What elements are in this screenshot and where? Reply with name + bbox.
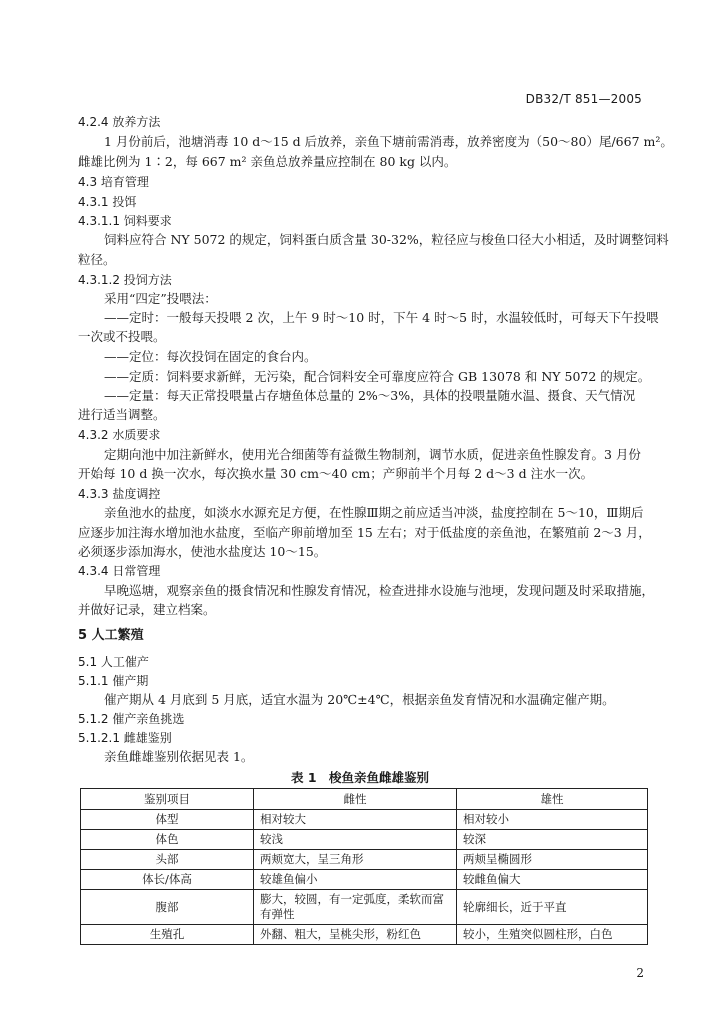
header-cell: 雄性 — [457, 789, 648, 810]
table-cell: 体型 — [81, 810, 254, 830]
table-cell: 较小，生殖突似圆柱形，白色 — [457, 925, 648, 945]
section-4-3-2-heading: 4.3.2 水质要求 — [78, 428, 161, 442]
table-header-row — [81, 789, 648, 810]
table-cell: 较深 — [457, 830, 648, 850]
paragraph-line: 饲料应符合 NY 5072 的规定，饲料蛋白质含量 30-32%，粒径应与梭鱼口径大小相适，及时调整饲料 — [104, 232, 669, 247]
table-caption: 表 1 梭鱼亲鱼雌雄鉴别 — [290, 770, 430, 785]
section-5-1-2-1-heading: 5.1.2.1 雌雄鉴别 — [78, 731, 172, 745]
paragraph-line: 雌雄比例为 1∶2，每 667 m² 亲鱼总放养量应控制在 80 kg 以内。 — [78, 154, 457, 169]
section-5-1-2-heading: 5.1.2 催产亲鱼挑选 — [78, 712, 185, 726]
table-cell: 两颊宽大，呈三角形 — [254, 850, 457, 870]
table-row — [81, 870, 648, 890]
section-4-3-3-heading: 4.3.3 盐度调控 — [78, 487, 161, 501]
paragraph-line: 开始每 10 d 换一次水，每次换水量 30 cm～40 cm；产卵前半个月每 2 d～3 d 注水一次。 — [78, 466, 594, 481]
table-cell: 两颊呈椭圆形 — [457, 850, 648, 870]
paragraph-line: 采用“四定”投喂法： — [104, 291, 217, 306]
table-cell: 生殖孔 — [81, 925, 254, 945]
table-cell: 相对较大 — [254, 810, 457, 830]
paragraph-line: 1 月份前后，池塘消毒 10 d～15 d 后放养，亲鱼下塘前需消毒，放养密度为（50～80）尾/667 m²。 — [104, 134, 673, 149]
paragraph-line: 粒径。 — [78, 252, 116, 267]
paragraph-line: 亲鱼池水的盐度，如淡水水源充足方便，在性腺Ⅲ期之前应适当冲淡，盐度控制在 5～10，Ⅲ期后 — [104, 505, 644, 520]
paragraph-line: 早晚巡塘，观察亲鱼的摄食情况和性腺发育情况，检查进排水设施与池埂，发现问题及时采取措施， — [104, 583, 655, 598]
section-5-1-heading: 5.1 人工催产 — [78, 655, 149, 669]
header-cell: 雌性 — [254, 789, 457, 810]
table-cell: 头部 — [81, 850, 254, 870]
table-cell: 体长/体高 — [81, 870, 254, 890]
paragraph-line: 进行适当调整。 — [78, 407, 166, 422]
paragraph-line: ——定时：一般每天投喂 2 次，上午 9 时～10 时，下午 4 时～5 时，水温较低时，可每天下午投喂 — [104, 310, 659, 325]
paragraph-line: ——定质：饲料要求新鲜，无污染，配合饲料安全可靠度应符合 GB 13078 和 NY 5072 的规定。 — [104, 369, 651, 384]
paragraph-line: 应逐步加注海水增加池水盐度，至临产卵前增加至 15 左右；对于低盐度的亲鱼池，在繁殖前 2～3 月， — [78, 525, 651, 540]
section-4-3-1-heading: 4.3.1 投饵 — [78, 195, 137, 209]
paragraph-line: ——定量：每天正常投喂量占存塘鱼体总量的 2%～3%，具体的投喂量随水温、摄食、天气情况 — [104, 388, 636, 403]
table-cell: 较雄鱼偏小 — [254, 870, 457, 890]
paragraph-line: 必须逐步添加海水，使池水盐度达 10～15。 — [78, 544, 327, 559]
paragraph-line: 亲鱼雌雄鉴别依据见表 1。 — [104, 749, 254, 764]
table-row — [81, 925, 648, 945]
table-row — [81, 830, 648, 850]
paragraph-line: 一次或不投喂。 — [78, 329, 166, 344]
table-cell: 体色 — [81, 830, 254, 850]
table-cell: 外翻、粗大，呈桃尖形，粉红色 — [254, 925, 457, 945]
standard-code: DB32/T 851—2005 — [525, 92, 642, 106]
section-5-1-1-heading: 5.1.1 催产期 — [78, 674, 149, 688]
section-4-3-1-1-heading: 4.3.1.1 饲料要求 — [78, 214, 172, 228]
table-cell: 轮廓细长，近于平直 — [457, 890, 648, 925]
header-cell: 鉴别项目 — [81, 789, 254, 810]
table-cell: 膨大，较圆，有一定弧度，柔软而富有弹性 — [254, 890, 457, 925]
paragraph-line: 定期向池中加注新鲜水，使用光合细菌等有益微生物制剂，调节水质，促进亲鱼性腺发育。3 月份 — [104, 447, 641, 462]
section-4-3-1-2-heading: 4.3.1.2 投饲方法 — [78, 273, 172, 287]
table-cell: 较雌鱼偏大 — [457, 870, 648, 890]
paragraph-line: 并做好记录，建立档案。 — [78, 602, 216, 617]
paragraph-line: ——定位：每次投饲在固定的食台内。 — [104, 349, 317, 364]
table-row — [81, 890, 648, 925]
table-row — [81, 850, 648, 870]
section-4-3-4-heading: 4.3.4 日常管理 — [78, 564, 161, 578]
table-cell: 较浅 — [254, 830, 457, 850]
section-4-3-heading: 4.3 培育管理 — [78, 175, 149, 189]
table-cell: 相对较小 — [457, 810, 648, 830]
sex-identification-table — [80, 788, 648, 945]
table-cell: 腹部 — [81, 890, 254, 925]
page-number: 2 — [636, 966, 644, 980]
section-5-heading: 5 人工繁殖 — [78, 628, 144, 643]
table-row — [81, 810, 648, 830]
paragraph-line: 催产期从 4 月底到 5 月底，适宜水温为 20℃±4℃，根据亲鱼发育情况和水温确定催产期。 — [104, 692, 615, 707]
section-4-2-4-heading: 4.2.4 放养方法 — [78, 115, 161, 129]
